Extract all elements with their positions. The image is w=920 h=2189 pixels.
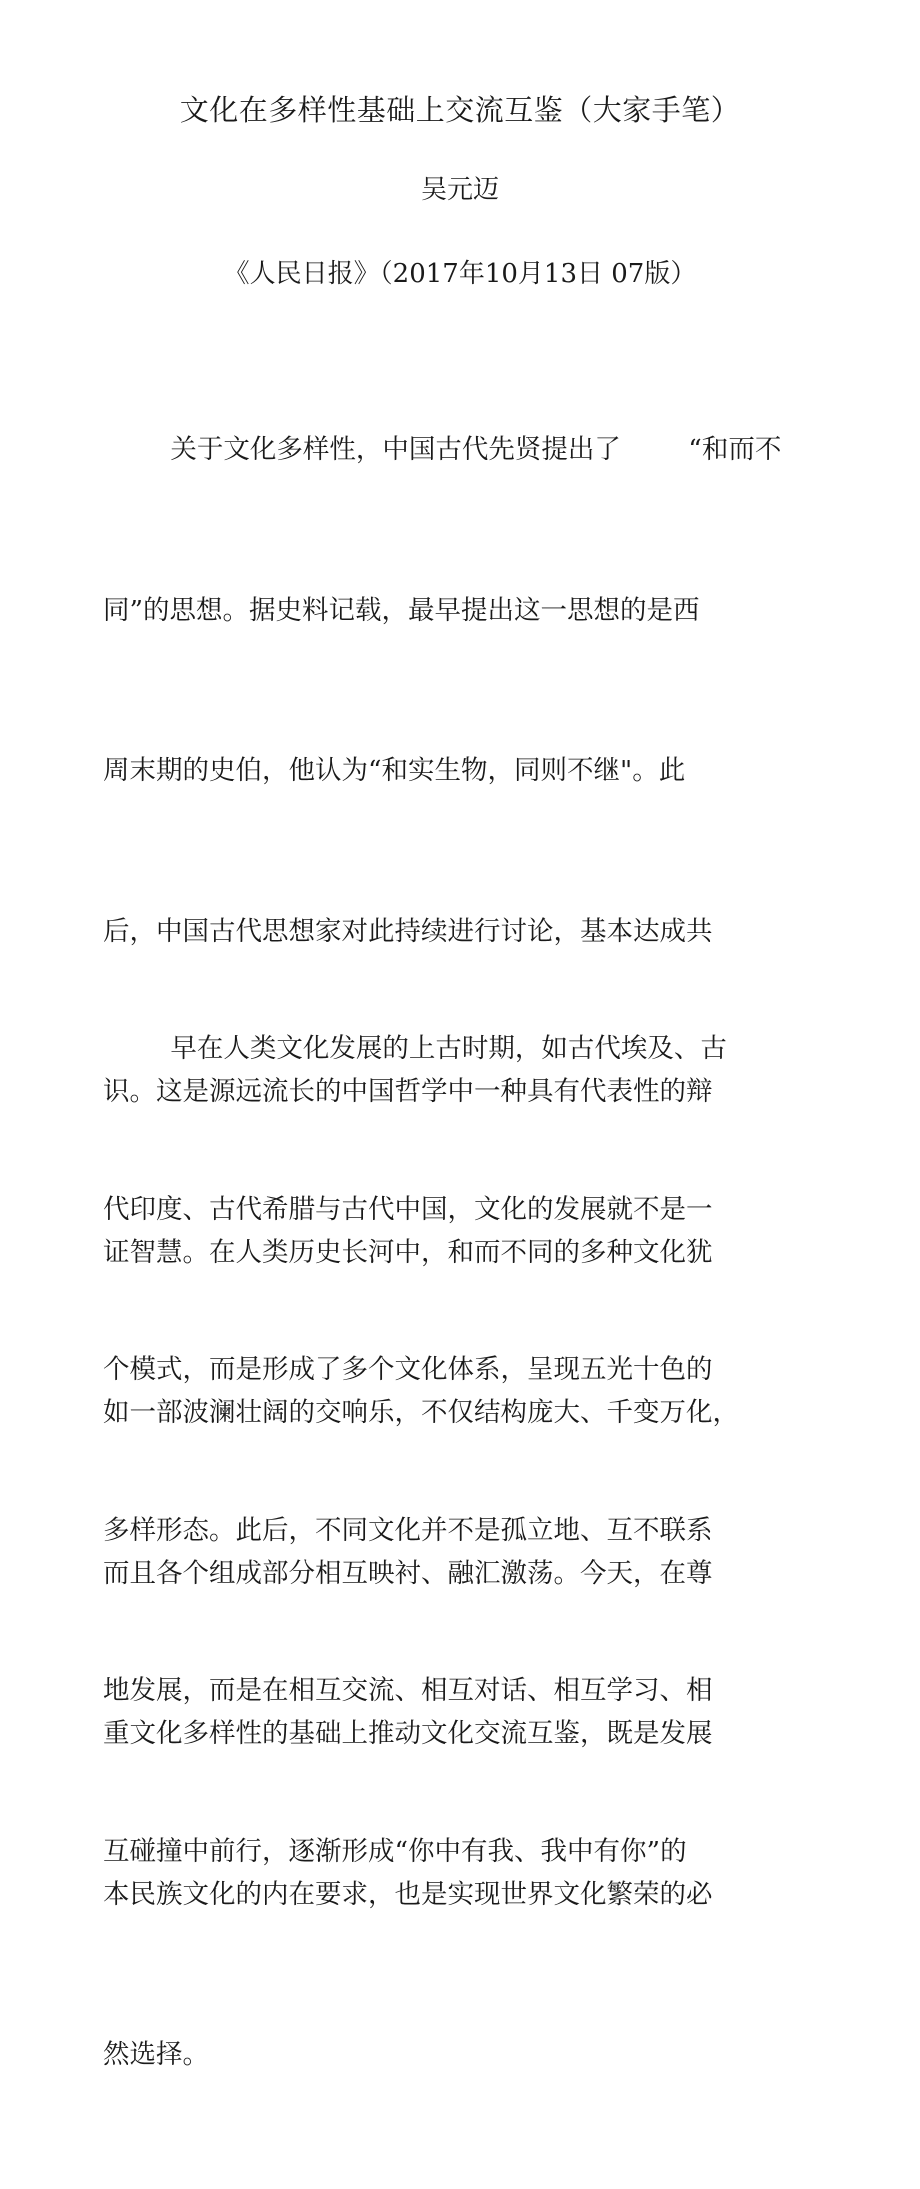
paragraph-line: 证智慧。在人类历史长河中，和而不同的多种文化犹 bbox=[103, 1236, 713, 1268]
paragraph-line: 个模式，而是形成了多个文化体系，呈现五光十色的 bbox=[103, 1354, 713, 1385]
paragraph-line: 周末期的史伯，他认为“和实生物，同则不继"。此 bbox=[103, 755, 686, 786]
paragraph-line: 本民族文化的内在要求，也是实现世界文化繁荣的必 bbox=[103, 1878, 713, 1910]
paragraph-2 bbox=[103, 915, 823, 1985]
paragraph-line: 代印度、古代希腊与古代中国，文化的发展就不是一 bbox=[103, 1193, 713, 1225]
paragraph-line: 关于文化多样性，中国古代先贤提出了 “和而不 bbox=[103, 434, 782, 465]
paragraph-line: 重文化多样性的基础上推动文化交流互鉴，既是发展 bbox=[103, 1718, 713, 1749]
paragraph-line: 而且各个组成部分相互映衬、融汇激荡。今天，在尊 bbox=[103, 1557, 713, 1589]
paragraph-line: 识。这是源远流长的中国哲学中一种具有代表性的辩 bbox=[103, 1076, 713, 1107]
paragraph-line: 互碰撞中前行，逐渐形成“你中有我、我中有你”的 bbox=[103, 1835, 687, 1867]
paragraph-line: 早在人类文化发展的上古时期，如古代埃及、古 bbox=[103, 1033, 727, 1064]
paragraph-line: 后，中国古代思想家对此持续进行讨论，基本达成共 bbox=[103, 915, 713, 947]
paragraph-line: 如一部波澜壮阔的交响乐，不仅结构庞大、千变万化， bbox=[103, 1397, 739, 1428]
paragraph-line: 地发展，而是在相互交流、相互对话、相互学习、相 bbox=[103, 1675, 713, 1706]
paragraph-line: 同”的思想。据史料记载，最早提出这一思想的是西 bbox=[103, 594, 700, 626]
article-title: 文化在多样性基础上交流互鉴（大家手笔） bbox=[179, 93, 741, 127]
paragraph-line: 多样形态。此后，不同文化并不是孤立地、互不联系 bbox=[103, 1514, 713, 1546]
article-source: 《人民日报》（2017年10月13日 07版） bbox=[223, 259, 697, 289]
paragraph-line: 然选择。 bbox=[103, 2039, 209, 2070]
article-author: 吴元迈 bbox=[420, 175, 499, 205]
